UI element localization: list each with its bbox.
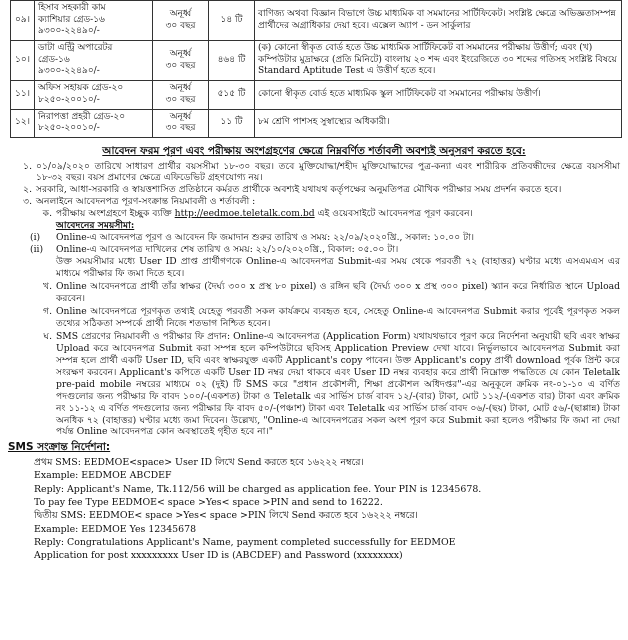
age-line: ৩০ বছর bbox=[165, 94, 196, 105]
age-line: অনূর্ধ্ব bbox=[169, 8, 192, 19]
age-cell bbox=[153, 109, 209, 137]
serial-cell: ১০। bbox=[11, 41, 35, 81]
post-cell bbox=[35, 1, 153, 41]
deadline-item bbox=[30, 232, 620, 244]
terms-list bbox=[4, 161, 624, 209]
sms-line: Example: EEDMOE Yes 12345678 bbox=[34, 523, 197, 535]
qualification-cell: কোনো স্বীকৃত বোর্ড হতে মাধ্যমিক স্কুল সার্টিফিকেট বা সমমানের পরীক্ষায় উত্তীর্ণ। bbox=[255, 81, 622, 109]
serial-cell: ১২। bbox=[11, 109, 35, 137]
post-cell bbox=[35, 109, 153, 137]
item-text: SMS প্রেরণের নিয়মাবলী ও পরীক্ষার ফি প্রদান: Online-এ আবেদনপত্র (Application Form) যথাযথভাবে পূরণ করে নির্দেশনা অনুযায়ী ছবি এবং স্বাক্ষর Upload করে আবেদনপত্র Submit করা সম্পন্ন হলে কম্পিউটারে ছবিসহ Application Preview দেখা যাবে। নির্ভুলভাবে আবেদনপত্র Submit করা সম্পন্ন হলে প্রার্থী একটি User ID, ছবি এবং স্বাক্ষরযুক্ত একটি Applicant's copy পাবেন। উক্ত Applicant's copy প্রার্থী download পূর্বক প্রিন্ট করে সংরক্ষণ করবেন। Applicant's কপিতে একটি User ID নম্বর দেয়া থাকবে এবং User ID নম্বর ব্যবহার করে প্রার্থী নিম্নোক্ত পদ্ধতিতে যে কোন Teletalk pre-paid mobile নম্বরের মাধ্যমে ০২ (দুই) টি SMS করে "প্রধান প্রকৌশলী, শিক্ষা প্রকৌশল অধিদপ্তর"-এর অনুকূলে ক্রমিক নং-০১-১০ এ বর্ণিত পদগুলোর জন্য পরীক্ষার ফি বাবদ ১০০/-(একশত) টাকা ও Teletalk এর সার্ভিস চার্জ বাবদ ১২/-(বার) টাকা, মোট ১১২/-(একশত বার) টাকা এবং ক্রমিক নং ১১-১২ এ বর্ণিত পদগুলোর জন্য পরীক্ষার ফি বাবদ ৫০/-(পঞ্চাশ) টাকা এবং Teletalk এর সার্ভিস চার্জ বাবদ ০৬/-(ছয়) টাকা, মোট ৫৬/-(ছাপ্পান্ন) টাকা অনধিক ৭২ (বাহাত্তর) ঘণ্টার মধ্যে জমা দিবেন। উল্লেখ্য, "Online-এ আবেদনপত্রের সকল অংশ পূরণ করে Submit করা হলেও পরীক্ষার ফি জমা না দেয়া পর্যন্ত Online আবেদনপত্র কোন অবস্থাতেই গৃহীত হবে না।" bbox=[56, 330, 620, 438]
item-number: (i) bbox=[30, 232, 41, 244]
sms-line: Reply: Applicant's Name, Tk.112/56 will be charged as application fee. Your PIN is 12345678. bbox=[34, 483, 482, 495]
post-line: নিরাপত্তা প্রহরী গ্রেড-২০ bbox=[38, 111, 126, 122]
table-row bbox=[11, 81, 622, 109]
item-number: খ. bbox=[43, 281, 52, 293]
count-cell: ৪৬৪ টি bbox=[209, 41, 255, 81]
jobs-table bbox=[10, 0, 622, 138]
sms-section-title: SMS সংক্রান্ত নির্দেশনা: bbox=[8, 441, 111, 454]
age-line: অনূর্ধ্ব bbox=[169, 48, 192, 59]
item-number: ক. bbox=[42, 208, 52, 220]
item-number: ঘ. bbox=[43, 330, 52, 342]
post-line: ৯৩০০-২২৪৯০/- bbox=[38, 66, 100, 77]
age-line: ৩০ বছর bbox=[165, 60, 196, 71]
terms-item-ka bbox=[10, 208, 620, 220]
post-line: অফিস সহায়ক গ্রেড-২০ bbox=[38, 83, 124, 94]
terms-heading: আবেদন ফরম পূরণ এবং পরীক্ষায় অংশগ্রহণের ক্ষেত্রে নিম্নবর্ণিত শর্তাবলী অবশ্যই অনুসরণ করতে হবে: bbox=[102, 144, 526, 157]
terms-item bbox=[10, 196, 620, 208]
count-cell: ৫১৫ টি bbox=[209, 81, 255, 109]
count-cell: ১৪ টি bbox=[209, 1, 255, 41]
post-line: ৮২৫০-২০০১০/- bbox=[38, 123, 100, 134]
qualification-cell: বাণিজ্য অথবা বিজ্ঞান বিভাগে উচ্চ মাধ্যমিক বা সমমানের সার্টিফিকেট। সংশ্লিষ্ট ক্ষেত্রে অভিজ্ঞতাসম্পন্ন প্রার্থীদের অগ্রাধিকার দেয়া হবে। এক্সেল অ্যাপ - ডন সার্কুলার bbox=[255, 1, 622, 41]
sub-items-list bbox=[4, 281, 624, 438]
application-website-link[interactable]: http://eedmoe.teletalk.com.bd bbox=[174, 208, 315, 220]
item-text: Online-এ আবেদনপত্র দাখিলের শেষ তারিখ ও সময়: ২২/১০/২০২০খ্রি., বিকাল: ০৫.০০ টা। bbox=[56, 244, 399, 256]
ka-text-after: এই ওয়েবসাইটে আবেদনপত্র পূরণ করবেন। bbox=[317, 208, 473, 220]
deadline-list bbox=[4, 232, 624, 256]
sms-line: Application for post xxxxxxxxx User ID is (ABCDEF) and Password (xxxxxxxx) bbox=[34, 550, 403, 562]
deadline-note-row bbox=[56, 256, 620, 280]
post-line: ৯৩০০-২২৪৯০/- bbox=[38, 26, 100, 37]
sms-line: দ্বিতীয় SMS: EEDMOE< space >Yes< space >PIN লিখে Send করতে হবে ১৬২২২ নম্বরে। bbox=[34, 510, 418, 522]
age-cell bbox=[153, 81, 209, 109]
sms-line: Example: EEDMOE ABCDEF bbox=[34, 470, 172, 482]
item-text: Online আবেদনপত্রে পূরণকৃত তথ্যই যেহেতু পরবর্তী সকল কার্যক্রমে ব্যবহৃত হবে, সেহেতু Online-এ আবেদনপত্র Submit করার পূর্বেই পূরণকৃত সকল তথ্যের সঠিকতা সম্পর্কে প্রার্থী নিজে শতভাগ নিশ্চিত হবেন। bbox=[56, 305, 620, 329]
post-line: ডাটা এন্ট্রি অপারেটর bbox=[38, 43, 113, 54]
qualification-cell: (ক) কোনো স্বীকৃত বোর্ড হতে উচ্চ মাধ্যমিক সার্টিফিকেট বা সমমানের পরীক্ষায় উত্তীর্ণ; এবং (খ) কম্পিউটার মুদ্রাক্ষরে (প্রতি মিনিটে) বাংলায় ২০ শব্দ এবং ইংরেজিতে ৩০ শব্দের গতিসহ সংশ্লিষ্ট বিষয়ে Standard Aptitude Test এ উত্তীর্ণ হতে হবে। bbox=[255, 41, 622, 81]
item-text: অনলাইনে আবেদনপত্র পূরণ-সংক্রান্ত নিয়মাবলী ও শর্তাবলী : bbox=[36, 196, 256, 208]
deadline-title-row bbox=[56, 220, 620, 232]
terms-sub-item bbox=[10, 281, 620, 305]
item-text: ০১/০৯/২০২০ তারিখে সাধারণ প্রার্থীর বয়সসীমা ১৮-৩০ বছর। তবে মুক্তিযোদ্ধা/শহীদ মুক্তিযোদ্ধাদের পুত্র-কন্যা এবং শারীরিক প্রতিবন্ধীদের ক্ষেত্রে বয়সসীমা ১৮-৩২ বছর। বয়স প্রমাণের ক্ষেত্রে এফিডেভিট গ্রহণযোগ্য নয়। bbox=[36, 160, 620, 184]
post-cell bbox=[35, 41, 153, 81]
item-number: ১. bbox=[23, 160, 32, 172]
age-line: ৩০ বছর bbox=[165, 20, 196, 31]
sms-line: To pay fee Type EEDMOE< space >Yes< space >PIN and send to 16222. bbox=[34, 497, 383, 509]
terms-item bbox=[10, 184, 620, 196]
deadline-title: আবেদনের সময়সীমা: bbox=[56, 220, 135, 232]
serial-cell: ১১। bbox=[11, 81, 35, 109]
qualification-cell: ৮ম শ্রেণি পাশসহ সুস্বাস্থ্যের অধিকারী। bbox=[255, 109, 622, 137]
item-text: সরকারি, আধা-সরকারি ও স্বায়ত্তশাসিত প্রতিষ্ঠানে কর্মরত প্রার্থীকে অবশ্যই যথাযথ কর্তৃপক্ষের অনুমতিপত্র মৌখিক পরীক্ষার সময় প্রদর্শন করতে হবে। bbox=[36, 184, 562, 196]
serial-cell: ০৯। bbox=[11, 1, 35, 41]
item-number: গ. bbox=[43, 305, 52, 317]
terms-sub-item bbox=[10, 306, 620, 330]
sms-line: প্রথম SMS: EEDMOE<space> User ID লিখে Send করতে হবে ১৬২২২ নম্বরে। bbox=[34, 457, 364, 469]
post-line: হিসাব সহকারী কাম bbox=[38, 3, 106, 13]
sms-line: Reply: Congratulations Applicant's Name, payment completed successfully for EEDMOE bbox=[34, 537, 456, 549]
item-number: ২. bbox=[23, 184, 32, 196]
sms-instructions bbox=[4, 456, 624, 563]
item-number: ৩. bbox=[23, 196, 32, 208]
age-cell bbox=[153, 41, 209, 81]
item-text: Online-এ আবেদনপত্র পূরণ ও আবেদন ফি জমাদান শুরুর তারিখ ও সময়: ২২/০৯/২০২০খ্রি., সকাল: ১০.০০ টা। bbox=[56, 232, 475, 244]
age-cell bbox=[153, 1, 209, 41]
age-line: ৩০ বছর bbox=[165, 123, 196, 134]
post-line: ৮২৫০-২০০১০/- bbox=[38, 94, 100, 105]
table-row bbox=[11, 109, 622, 137]
ka-text-before: পরীক্ষায় অংশগ্রহণে ইচ্ছুক ব্যক্তি bbox=[56, 208, 172, 220]
item-text: Online আবেদনপত্রে প্রার্থী তাঁর স্বাক্ষর (দৈর্ঘ্য ৩০০ x প্রস্থ ৮০ pixel) ও রঙ্গিন ছবি (দৈর্ঘ্য ৩০০ x প্রস্থ ৩০০ pixel) স্ক্যান করে নির্ধারিত স্থানে Upload করবেন। bbox=[56, 281, 620, 304]
deadline-item bbox=[30, 244, 620, 256]
count-cell: ১১ টি bbox=[209, 109, 255, 137]
post-cell bbox=[35, 81, 153, 109]
age-line: অনূর্ধ্ব bbox=[169, 111, 192, 122]
age-line: অনূর্ধ্ব bbox=[169, 83, 192, 94]
terms-sub-item bbox=[10, 331, 620, 439]
deadline-note: উক্ত সময়সীমার মধ্যে User ID প্রাপ্ত প্রার্থীগণকে Online-এ আবেদনপত্র Submit-এর সময় থেকে পরবর্তী ৭২ (বাহাত্তর) ঘণ্টার মধ্যে এসএমএস এর মাধ্যমে পরীক্ষার ফি জমা দিতে হবে। bbox=[56, 256, 620, 280]
post-line: ক্যাশিয়ার গ্রেড-১৬ bbox=[38, 14, 105, 25]
table-row bbox=[11, 41, 622, 81]
table-row bbox=[11, 1, 622, 41]
terms-item bbox=[10, 161, 620, 185]
post-line: গ্রেড-১৬ bbox=[38, 54, 70, 65]
item-number: (ii) bbox=[30, 244, 44, 256]
